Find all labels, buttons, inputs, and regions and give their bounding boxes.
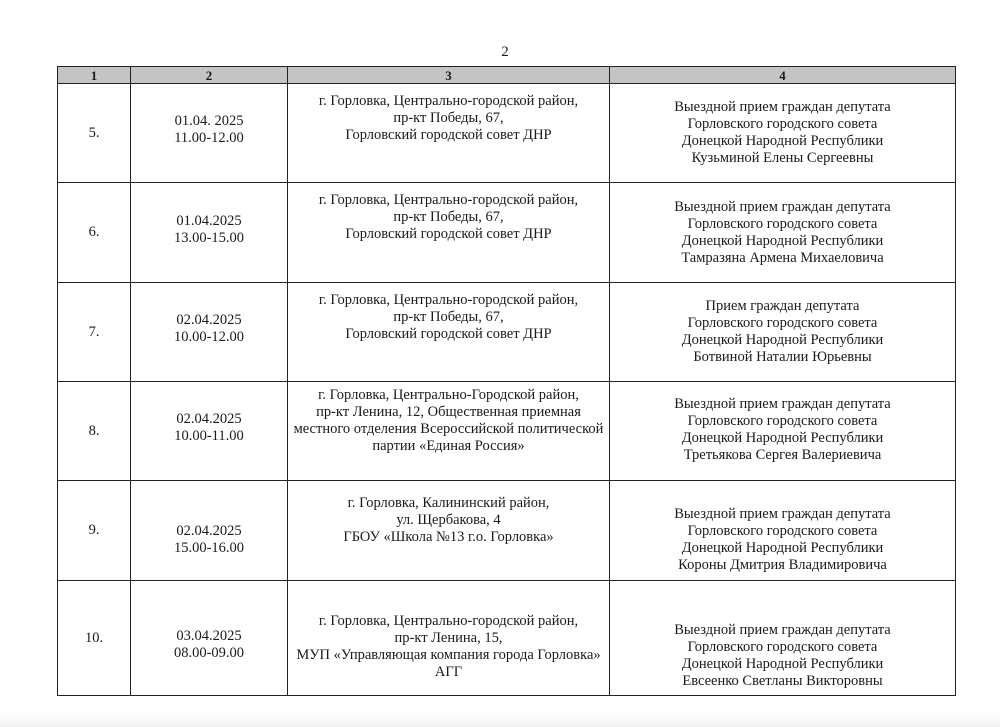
event-line: Выездной прием граждан депутата xyxy=(674,505,891,522)
date: 02.04.2025 xyxy=(176,411,242,427)
row-number: 10. xyxy=(58,581,131,696)
address-line: г. Горловка, Центрально-Городской район, xyxy=(318,387,579,403)
address-line: МУП «Управляющая компания города Горловка» xyxy=(296,647,601,663)
row-number: 9. xyxy=(58,481,131,581)
event-line: Горловского городского совета xyxy=(687,639,878,655)
address-line: АГГ xyxy=(434,664,463,680)
header-col-2: 2 xyxy=(131,67,288,84)
deputy-name: Евсеенко Светланы Викторовны xyxy=(682,673,883,689)
header-col-3: 3 xyxy=(288,67,610,84)
address-line: пр-кт Победы, 67, xyxy=(393,308,504,325)
event-line: Выездной прием граждан депутата xyxy=(674,99,891,115)
event-cell xyxy=(610,581,956,696)
event-line: Донецкой Народной Республики xyxy=(681,430,884,446)
address-line: пр-кт Ленина, 12, Общественная приемная xyxy=(316,404,581,420)
event-line: Горловского городского совета xyxy=(687,522,878,539)
schedule-table xyxy=(57,66,956,696)
event-line: Выездной прием граждан депутата xyxy=(674,198,891,215)
event-cell xyxy=(610,382,956,481)
date-time-cell xyxy=(131,283,288,382)
address-line: г. Горловка, Центрально-городской район, xyxy=(318,291,579,308)
address-line: Горловский городской совет ДНР xyxy=(345,126,552,143)
table-header-row xyxy=(58,67,956,84)
address-line: ГБОУ «Школа №13 г.о. Горловка» xyxy=(343,529,554,545)
address-cell xyxy=(288,283,610,382)
row-number: 7. xyxy=(58,283,131,382)
event-line: Выездной прием граждан депутата xyxy=(674,622,891,638)
event-line: Донецкой Народной Республики xyxy=(681,232,884,249)
table-row xyxy=(58,283,956,382)
page-number: 2 xyxy=(501,44,509,60)
row-number: 6. xyxy=(58,183,131,283)
date-time-cell xyxy=(131,183,288,283)
event-line: Выездной прием граждан депутата xyxy=(674,396,891,412)
address-cell xyxy=(288,382,610,481)
table-row xyxy=(58,183,956,283)
deputy-name: Ботвиной Наталии Юрьевны xyxy=(693,349,872,365)
event-line: Донецкой Народной Республики xyxy=(681,539,884,556)
address-line: г. Горловка, Центрально-городской район, xyxy=(318,92,579,109)
date-time-cell xyxy=(131,581,288,696)
deputy-name: Тамразяна Армена Михаеловича xyxy=(681,249,884,266)
event-cell xyxy=(610,481,956,581)
date: 01.04.2025 xyxy=(176,212,242,229)
date-time-cell xyxy=(131,382,288,481)
address-line: пр-кт Победы, 67, xyxy=(393,109,504,126)
event-cell xyxy=(610,84,956,183)
event-line: Донецкой Народной Республики xyxy=(681,332,884,348)
event-line: Горловского городского совета xyxy=(687,315,878,331)
table-row xyxy=(58,481,956,581)
date-time-cell xyxy=(131,84,288,183)
deputy-name: Кузьминой Елены Сергеевны xyxy=(691,150,874,166)
address-line: г. Горловка, Калининский район, xyxy=(347,495,550,511)
address-cell xyxy=(288,183,610,283)
address-cell xyxy=(288,581,610,696)
deputy-name: Короны Дмитрия Владимировича xyxy=(678,556,887,573)
address-line: ул. Щербакова, 4 xyxy=(396,512,501,528)
deputy-name: Третьякова Сергея Валериевича xyxy=(683,447,882,463)
row-number: 8. xyxy=(58,382,131,481)
date: 03.04.2025 xyxy=(176,628,242,644)
address-line: партии «Единая Россия» xyxy=(372,438,525,454)
time: 11.00-12.00 xyxy=(174,130,244,146)
table-row xyxy=(58,581,956,696)
row-number: 5. xyxy=(58,84,131,183)
time: 10.00-11.00 xyxy=(174,428,244,444)
event-cell xyxy=(610,283,956,382)
address-line: Горловский городской совет ДНР xyxy=(345,325,552,342)
address-line: Горловский городской совет ДНР xyxy=(345,226,552,242)
time: 10.00-12.00 xyxy=(173,329,245,345)
table-row xyxy=(58,84,956,183)
header-col-1: 1 xyxy=(58,67,131,84)
address-line: местного отделения Всероссийской политической xyxy=(293,421,604,437)
address-line: г. Горловка, Центрально-городской район, xyxy=(318,192,579,208)
address-line: пр-кт Ленина, 15, xyxy=(394,630,503,646)
time: 15.00-16.00 xyxy=(173,539,245,556)
time: 08.00-09.00 xyxy=(173,645,245,661)
address-cell xyxy=(288,84,610,183)
address-line: г. Горловка, Центрально-городской район, xyxy=(318,613,579,629)
table-row xyxy=(58,382,956,481)
event-line: Прием граждан депутата xyxy=(705,298,860,314)
event-line: Горловского городского совета xyxy=(687,116,878,132)
date-time-cell xyxy=(131,481,288,581)
event-line: Донецкой Народной Республики xyxy=(681,656,884,672)
date: 01.04. 2025 xyxy=(174,113,244,129)
scan-edge-shadow xyxy=(0,712,1000,727)
address-cell xyxy=(288,481,610,581)
time: 13.00-15.00 xyxy=(173,229,245,246)
event-line: Горловского городского совета xyxy=(687,413,878,429)
event-line: Горловского городского совета xyxy=(687,215,878,232)
header-col-4: 4 xyxy=(610,67,956,84)
event-line: Донецкой Народной Республики xyxy=(681,133,884,149)
date: 02.04.2025 xyxy=(176,312,242,328)
address-line: пр-кт Победы, 67, xyxy=(393,209,504,225)
event-cell xyxy=(610,183,956,283)
date: 02.04.2025 xyxy=(176,522,242,539)
